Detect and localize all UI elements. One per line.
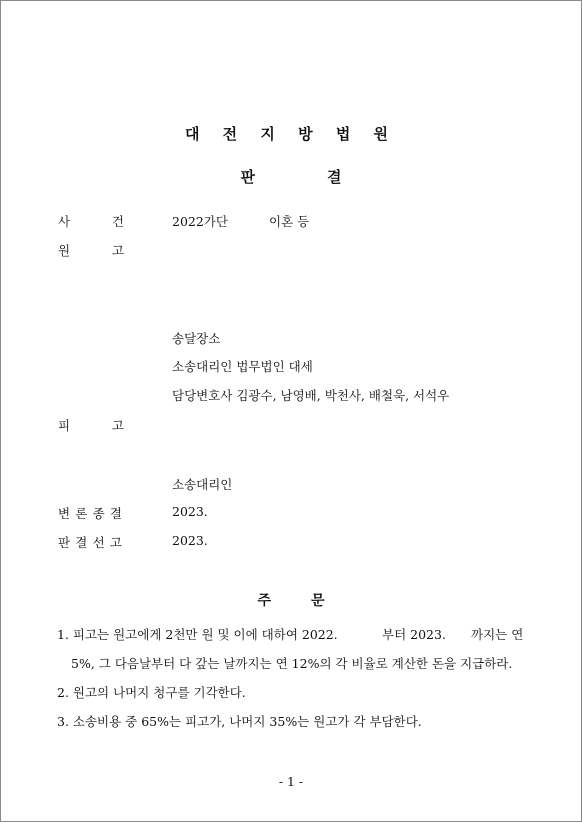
closing-argument-date: 2023.: [172, 504, 208, 519]
order-item-3: 3. 소송비용 중 65%는 피고가, 나머지 35%는 원고가 각 부담한다.: [57, 714, 422, 729]
judgment-date: 2023.: [172, 533, 208, 548]
order-item-2: 2. 원고의 나머지 청구를 기각한다.: [57, 685, 246, 700]
page-number: - 1 -: [278, 774, 304, 789]
defendant-label: 피 고: [58, 418, 124, 433]
court-name: 대 전 지 방 법 원: [184, 125, 398, 143]
order-item-1-part-a: 1. 피고는 원고에게 2천만 원 및 이에 대하여 2022.: [57, 627, 338, 642]
closing-argument-label: 변 론 종 결: [58, 506, 122, 521]
document-title: [1, 166, 581, 187]
order-item-1-continuation: 5%, 그 다음날부터 다 갚는 날까지는 연 12%의 각 비율로 계산한 돈을 지급하라.: [71, 656, 513, 671]
defendant-counsel: 소송대리인: [172, 477, 233, 492]
order-item-1-part-b: 부터 2023.: [382, 627, 446, 642]
plaintiff-counsel: 소송대리인 법무법인 대세: [172, 359, 313, 374]
case-name: 이혼 등: [269, 214, 310, 229]
document-title-right: 결: [327, 168, 342, 186]
case-label: 사 건: [58, 214, 124, 229]
plaintiff-lawyers: 담당변호사 김광수, 남영배, 박천사, 배철욱, 서석우: [172, 388, 450, 403]
document-title-left: 판: [240, 168, 255, 186]
case-number: 2022가단: [172, 214, 228, 229]
order-item-1-part-c: 까지는 연: [471, 627, 524, 642]
plaintiff-service-address: 송달장소: [172, 331, 221, 346]
order-title: 주 문: [257, 593, 325, 609]
judgment-date-label: 판 결 선 고: [58, 535, 122, 550]
plaintiff-label: 원 고: [58, 243, 124, 258]
